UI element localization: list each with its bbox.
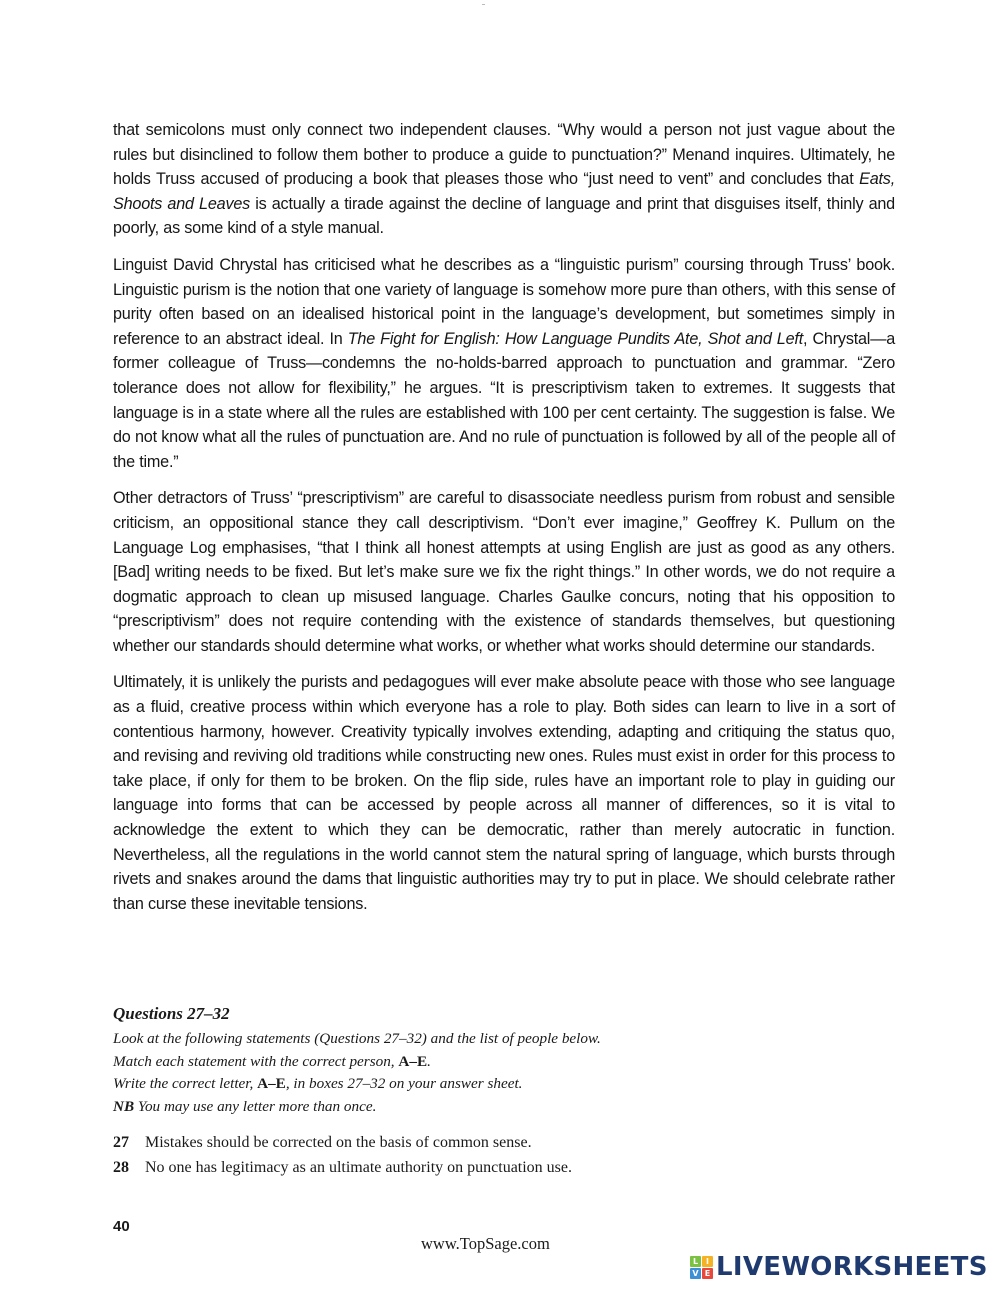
question-item	[113, 1130, 895, 1155]
instruction-line-3	[113, 1073, 895, 1096]
logo-tile: V	[690, 1268, 701, 1279]
logo-tiles-icon	[690, 1256, 713, 1279]
question-item	[113, 1155, 895, 1180]
instruction-text: .	[427, 1052, 431, 1070]
liveworksheets-logo[interactable]	[690, 1254, 988, 1280]
logo-tile: L	[690, 1256, 701, 1267]
text-segment: Linguist David Chrystal has criticised what he describes as a “linguistic purism” coursing through Truss’ book. Linguistic purism is the notion that one variety of language is somehow more pure than others, with this sense of purity often based on an idealised historical point in the language’s development, but sometimes simply in reference to an abstract ideal. In	[113, 255, 895, 348]
paragraph-3	[113, 486, 895, 658]
text-segment: is actually a tirade against the decline of language and print that disguises itself, thinly and poorly, as some kind of a style manual.	[113, 194, 895, 238]
nb-label: NB	[113, 1097, 135, 1115]
question-number: 28	[113, 1159, 129, 1176]
question-text: Mistakes should be corrected on the basis of common sense.	[145, 1134, 532, 1151]
instruction-text: Look at the following statements (Questions 27–32) and the list of people below.	[113, 1030, 601, 1047]
logo-tile: E	[702, 1268, 713, 1279]
text-segment: , Chrystal—a former colleague of Truss—condemns the no-holds-barred approach to punctuation and grammar. “Zero tolerance does not allow for flexibility,” he argues. “It is prescriptivism taken to extremes. It suggests that language is in a state where all the rules are established with 100 per cent certainty. The suggestion is false. We do not know what all the rules of punctuation are. And no rule of punctuation is followed by all of the people all of the time.”	[113, 329, 895, 471]
paragraph-2	[113, 253, 895, 474]
instruction-line-2	[113, 1051, 895, 1074]
logo-text: LIVEWORKSHEETS	[716, 1252, 988, 1282]
text-segment: Other detractors of Truss’ “prescriptivism” are careful to disassociate needless purism from robust and sensible criticism, an oppositional stance they call descriptivism. “Don’t ever imagine,” Geoffrey K. Pullum on the Language Log emphasises, “that I think all honest attempts at using English are just as good as any others. [Bad] writing needs to be fixed. But let’s make sure we fix the right things.” In other words, we do not require a dogmatic approach to clean up misused language. Charles Gaulke concurs, noting that his opposition to “prescriptivism” does not require contending with the existence of standards themselves, but questioning whether our standards should determine what works, or whether what works should determine our standards.	[113, 489, 895, 655]
website-footer: www.TopSage.com	[421, 1234, 550, 1253]
book-title: The Fight for English: How Language Pundits Ate, Shot and Left	[347, 329, 803, 348]
paragraph-1	[113, 118, 895, 241]
instruction-text: Write the correct letter,	[113, 1075, 258, 1092]
text-segment: that semicolons must only connect two independent clauses. “Why would a person not just vague about the rules but disinclined to follow them bother to produce a guide to punctuation?” Menand inquires. Ultimately, he holds Truss accused of producing a book that pleases those who “just need to vent” and concludes that	[113, 121, 895, 189]
logo-tile: I	[702, 1256, 713, 1267]
questions-section	[113, 1003, 895, 1180]
page-number: 40	[113, 1218, 130, 1235]
question-text: No one has legitimacy as an ultimate authority on punctuation use.	[145, 1159, 573, 1176]
question-list	[113, 1130, 895, 1180]
paragraph-4	[113, 670, 895, 916]
question-number: 27	[113, 1134, 129, 1151]
instruction-text: Match each statement with the correct person,	[113, 1052, 399, 1070]
questions-title: Questions 27–32	[113, 1004, 230, 1023]
letter-range: A–E	[257, 1075, 286, 1092]
scan-mark	[482, 4, 485, 5]
reading-passage	[113, 118, 895, 928]
book-title: Eats, Shoots and Leaves	[113, 170, 895, 213]
letter-range: A–E	[398, 1052, 428, 1070]
instruction-line-4	[113, 1096, 895, 1119]
instruction-text: You may use any letter more than once.	[134, 1097, 377, 1115]
instruction-line-1	[113, 1028, 895, 1051]
text-segment: Ultimately, it is unlikely the purists and pedagogues will ever make absolute peace with those who see language as a fluid, creative process within which everyone has a role to play. Both sides can learn to live in a sort of contentious harmony, however. Creativity typically involves extending, adapting and critiquing the status quo, and revising and reviving old traditions while constructing new ones. Rules must exist in order for this process to take place, if only for them to be broken. On the flip side, rules have an important role to play in guiding our language into forms that can be accessed by people across all manner of differences, so it is vital to acknowledge the extent to which they can be democratic, rather than merely autocratic in function. Nevertheless, all the regulations in the world cannot stem the natural spring of language, which bursts through rivets and snakes around the dams that linguistic authorities may try to put in place. We should celebrate rather than curse these inevitable tensions.	[113, 673, 895, 913]
instruction-text: , in boxes 27–32 on your answer sheet.	[285, 1075, 523, 1092]
